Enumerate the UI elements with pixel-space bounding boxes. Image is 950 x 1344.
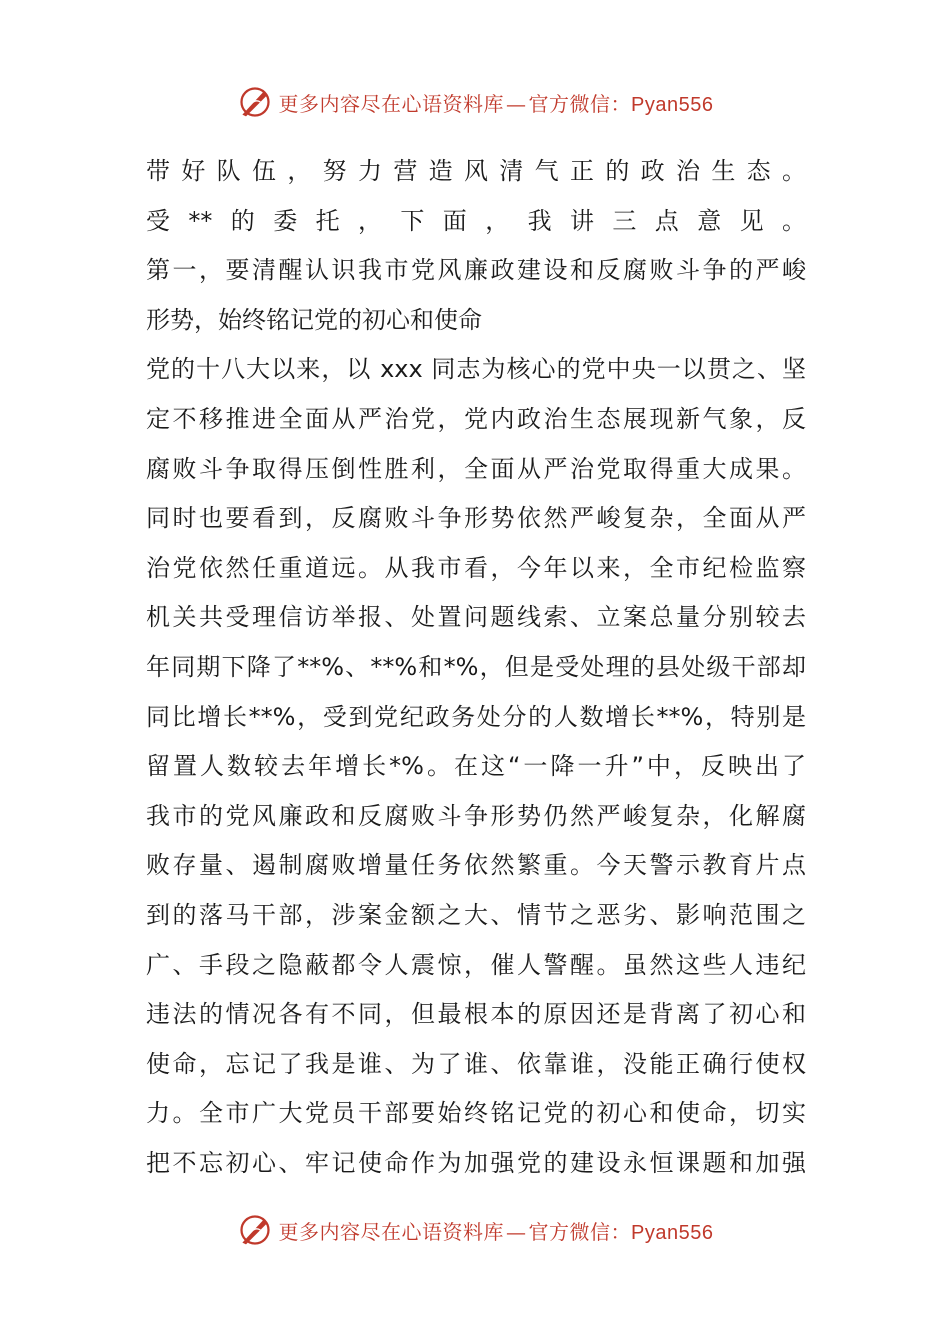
wechat-label: 官方微信： bbox=[528, 1219, 632, 1244]
section-heading-line: 第一，要清醒认识我市党风廉政建设和反腐败斗争的严峻 bbox=[146, 256, 806, 285]
text-line: 受**的委托，下面，我讲三点意见。 bbox=[146, 206, 806, 235]
text-line: 年同期下降了**%、**%和*%，但是受处理的县处级干部却 bbox=[146, 652, 806, 681]
text-line: 到的落马干部，涉案金额之大、情节之恶劣、影响范围之 bbox=[146, 900, 806, 929]
text-line: 把不忘初心、牢记使命作为加强党的建设永恒课题和加强 bbox=[146, 1148, 806, 1177]
text-line: 定不移推进全面从严治党，党内政治生态展现新气象，反 bbox=[146, 404, 806, 433]
text-line: 违法的情况各有不同，但最根本的原因还是背离了初心和 bbox=[146, 1000, 806, 1029]
pen-circle-logo-icon bbox=[237, 84, 273, 120]
document-body bbox=[146, 147, 806, 1188]
text-line: 广、手段之隐蔽都令人震惊，催人警醒。虽然这些人违纪 bbox=[146, 950, 806, 979]
text-line: 同时也要看到，反腐败斗争形势依然严峻复杂，全面从严 bbox=[146, 504, 806, 533]
text-line: 带好队伍，努力营造风清气正的政治生态。 bbox=[146, 157, 806, 185]
banner-main-text: 更多内容尽在心语资料库 bbox=[278, 91, 505, 116]
section-heading-line: 形势，始终铭记党的初心和使命 bbox=[146, 305, 482, 334]
text-line: 我市的党风廉政和反腐败斗争形势仍然严峻复杂，化解腐 bbox=[146, 801, 806, 830]
banner-dash: — bbox=[506, 91, 527, 116]
wechat-id: Pyan556 bbox=[631, 93, 714, 116]
text-line: 同比增长**%，受到党纪政务处分的人数增长**%，特别是 bbox=[146, 702, 806, 731]
text-line: 使命，忘记了我是谁、为了谁、依靠谁，没能正确行使权 bbox=[146, 1049, 806, 1078]
text-line: 留置人数较去年增长*%。在这“一降一升”中，反映出了 bbox=[146, 752, 806, 781]
header-banner-text bbox=[279, 88, 714, 117]
text-line: 败存量、遏制腐败增量任务依然繁重。今天警示教育片点 bbox=[146, 851, 806, 880]
text-line: 党的十八大以来，以 xxx 同志为核心的党中央一以贯之、坚 bbox=[146, 355, 806, 384]
wechat-id: Pyan556 bbox=[631, 1221, 714, 1244]
header-banner bbox=[0, 80, 950, 124]
banner-dash: — bbox=[506, 1219, 527, 1244]
text-line: 机关共受理信访举报、处置问题线索、立案总量分别较去 bbox=[146, 603, 806, 632]
text-line: 力。全市广大党员干部要始终铭记党的初心和使命，切实 bbox=[146, 1099, 806, 1128]
footer-banner bbox=[0, 1208, 950, 1252]
banner-main-text: 更多内容尽在心语资料库 bbox=[278, 1219, 505, 1244]
text-line: 治党依然任重道远。从我市看，今年以来，全市纪检监察 bbox=[146, 553, 806, 582]
footer-banner-text bbox=[279, 1216, 714, 1245]
wechat-label: 官方微信： bbox=[528, 91, 632, 116]
pen-circle-logo-icon bbox=[237, 1212, 273, 1248]
text-line: 腐败斗争取得压倒性胜利，全面从严治党取得重大成果。 bbox=[146, 454, 806, 483]
